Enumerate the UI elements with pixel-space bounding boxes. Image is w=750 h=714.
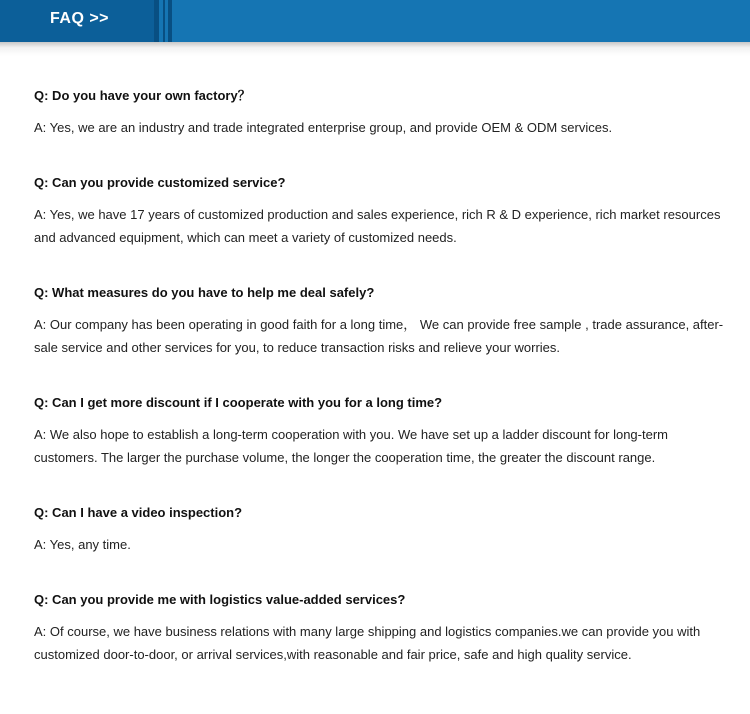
faq-header-banner [0,0,750,42]
faq-answer: A: Yes, we are an industry and trade integrated enterprise group, and provide OEM & ODM services. [34,120,613,135]
banner-stripe [154,0,159,42]
faq-answer: A: Yes, we have 17 years of customized production and sales experience, rich R & D experience, rich market resources and advanced equipment, which can meet a variety of customized needs. [34,207,721,245]
faq-list [34,86,734,700]
faq-question: Q: Can you provide customized service? [34,175,286,190]
faq-item [34,283,734,359]
faq-question: Q: Can I get more discount if I cooperate with you for a long time? [34,395,443,410]
faq-item [34,590,734,666]
faq-question: Q: What measures do you have to help me deal safely? [34,285,375,300]
faq-question: Q: Can you provide me with logistics value-added services? [34,592,406,607]
faq-item [34,503,734,556]
faq-answer: A: We also hope to establish a long-term cooperation with you. We have set up a ladder discount for long-term customers. The larger the purchase volume, the longer the cooperation time, the greater the discount range. [34,427,668,465]
faq-question: Q: Do you have your own factory？ [34,88,251,103]
faq-question: Q: Can I have a video inspection? [34,505,243,520]
faq-answer: A: Of course, we have business relations with many large shipping and logistics companies.we can provide you with customized door-to-door, or arrival services,with reasonable and fair price, safe and high quality service. [34,624,701,662]
faq-answer: A: Yes, any time. [34,537,131,552]
faq-heading: FAQ >> [50,10,110,27]
banner-stripe [163,0,165,42]
banner-shadow [0,42,750,56]
banner-stripe [168,0,172,42]
faq-item [34,86,734,139]
faq-item [34,173,734,249]
faq-answer: A: Our company has been operating in good faith for a long time， We can provide free sample , trade assurance, after-sale service and other services for you, to reduce transaction risks and relieve your worries. [34,317,724,355]
faq-item [34,393,734,469]
